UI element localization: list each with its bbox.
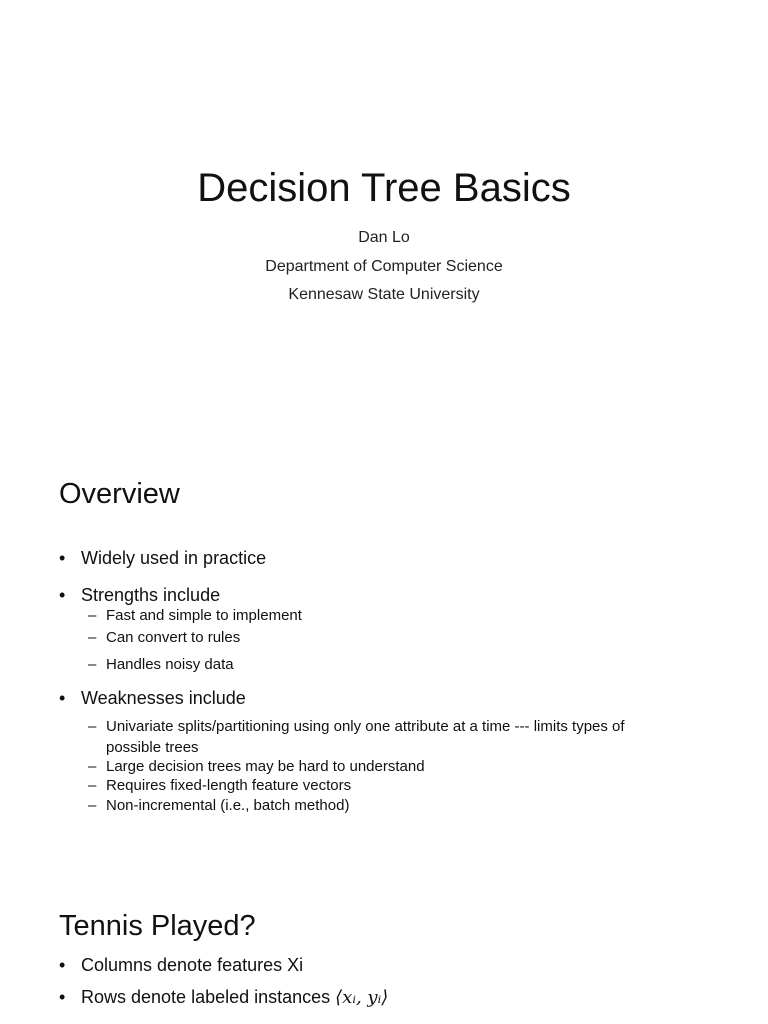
sub-bullet-continuation: possible trees bbox=[106, 739, 199, 756]
bullet-item: • Widely used in practice bbox=[59, 548, 267, 568]
sub-bullet-item: – Large decision trees may be hard to understand bbox=[88, 758, 425, 775]
bullet-item: • Rows denote labeled instances ⟨xᵢ, yᵢ⟩ bbox=[59, 987, 389, 1008]
bullet-item: • Weaknesses include bbox=[59, 688, 246, 708]
author-name: Dan Lo bbox=[358, 229, 410, 246]
overview-title: Overview bbox=[59, 478, 180, 510]
sub-bullet-item: – Requires fixed-length feature vectors bbox=[88, 777, 352, 794]
department-name: Department of Computer Science bbox=[265, 258, 503, 275]
sub-bullet-item: – Univariate splits/partitioning using only one attribute at a time --- limits types of bbox=[88, 718, 625, 735]
sub-bullet-item: – Fast and simple to implement bbox=[88, 607, 302, 624]
slide-title: Decision Tree Basics bbox=[197, 166, 571, 210]
sub-bullet-item: – Can convert to rules bbox=[88, 629, 241, 646]
bullet-item: • Columns denote features Xi bbox=[59, 955, 304, 975]
bullet-item: • Strengths include bbox=[59, 585, 221, 605]
sub-bullet-item: – Handles noisy data bbox=[88, 656, 234, 673]
math-notation: ⟨xᵢ, yᵢ⟩ bbox=[335, 987, 389, 1008]
university-name: Kennesaw State University bbox=[288, 286, 480, 303]
sub-bullet-item: – Non-incremental (i.e., batch method) bbox=[88, 797, 350, 814]
tennis-slide-title: Tennis Played? bbox=[59, 910, 256, 942]
